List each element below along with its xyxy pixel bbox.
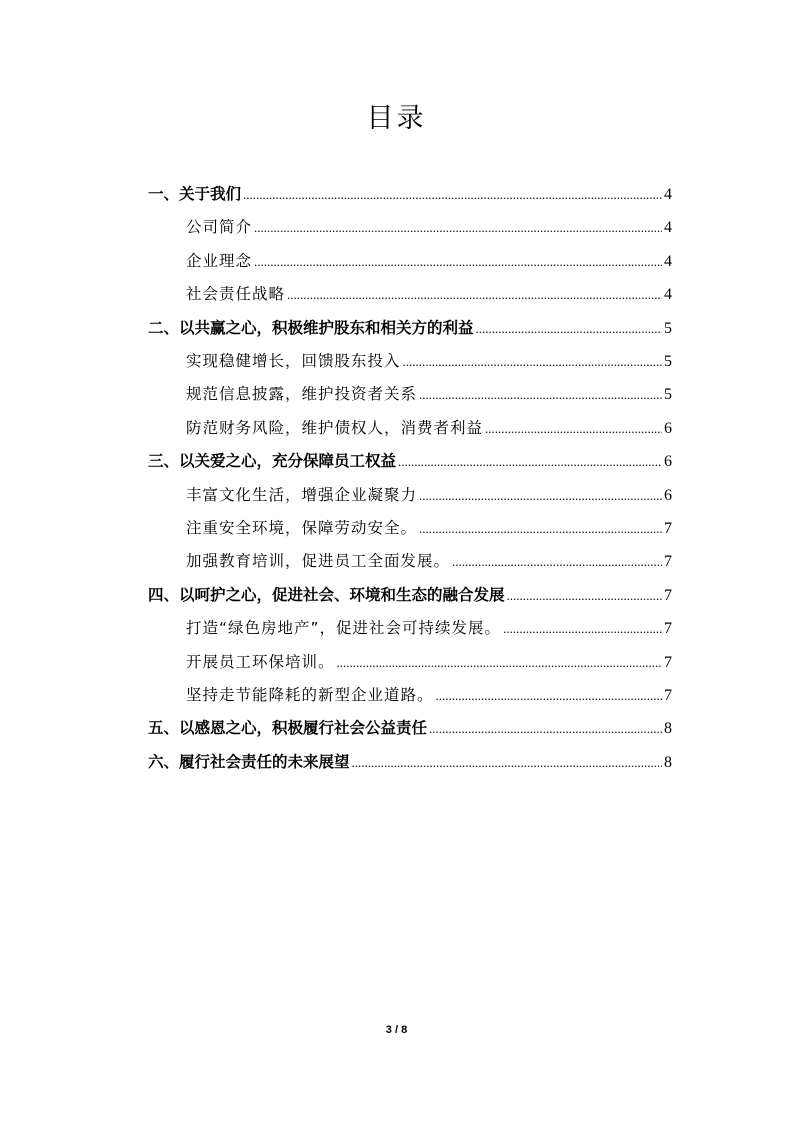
toc-dot-leader [243,183,662,207]
toc-dot-leader [476,317,662,341]
toc-page-number: 7 [664,620,672,637]
toc-entry-label: 五、以感恩之心，积极履行社会公益责任 [148,719,428,737]
toc-dot-leader [337,651,662,675]
toc-page-number: 8 [664,720,672,737]
toc-page-number: 4 [664,286,672,303]
toc-entry-label: 六、履行社会责任的未来展望 [148,753,350,771]
toc-entry-label: 实现稳健增长，回馈股东投入 [186,352,401,370]
toc-dot-leader [452,550,662,574]
toc-entry-label: 丰富文化生活，增强企业凝聚力 [186,486,418,504]
toc-entry-label: 防范财务风险，维护债权人，消费者利益 [186,419,484,437]
toc-section-entry[interactable] [148,449,672,473]
page-number-footer: 3 / 8 [385,1024,408,1036]
toc-dot-leader [419,383,662,407]
toc-entry-label: 打造“绿色房地产”，促进社会可持续发展。 [186,619,502,637]
toc-page-number: 5 [664,320,672,337]
toc-subsection-entry[interactable] [186,516,672,540]
toc-dot-leader [507,584,662,608]
toc-dot-leader [436,684,662,708]
toc-dot-leader [398,450,662,474]
toc-subsection-entry[interactable] [186,382,672,406]
toc-entry-label: 注重安全环境，保障劳动安全。 [186,519,418,537]
toc-entry-label: 开展员工环保培训。 [186,653,335,671]
toc-subsection-entry[interactable] [186,683,672,707]
toc-page-number: 5 [664,353,672,370]
toc-subsection-entry[interactable] [186,416,672,440]
toc-page-number: 7 [664,520,672,537]
toc-section-entry[interactable] [148,182,672,206]
toc-entry-label: 三、以关爱之心，充分保障员工权益 [148,452,397,470]
toc-subsection-entry[interactable] [186,349,672,373]
page-title: 目录 [366,103,427,134]
toc-page-number: 5 [664,386,672,403]
toc-page-number: 4 [664,253,672,270]
toc-subsection-entry[interactable] [186,549,672,573]
toc-entry-label: 四、以呵护之心，促进社会、环境和生态的融合发展 [148,586,505,604]
toc-entry-label: 一、关于我们 [148,185,242,203]
toc-subsection-entry[interactable] [186,282,672,306]
toc-subsection-entry[interactable] [186,249,672,273]
toc-subsection-entry[interactable] [186,650,672,674]
toc-page-number: 7 [664,587,672,604]
toc-page-number: 4 [664,219,672,236]
toc-dot-leader [485,417,662,441]
toc-subsection-entry[interactable] [186,483,672,507]
toc-entry-label: 社会责任战略 [186,285,286,303]
toc-dot-leader [503,617,662,641]
toc-dot-leader [254,250,662,274]
toc-entry-label: 公司简介 [186,218,253,236]
toc-dot-leader [254,216,662,240]
toc-dot-leader [419,517,662,541]
toc-dot-leader [429,717,662,741]
toc-section-entry[interactable] [148,750,672,774]
toc-dot-leader [287,283,662,307]
toc-dot-leader [419,484,662,508]
toc-page-number: 6 [664,453,672,470]
toc-entry-label: 企业理念 [186,252,253,270]
toc-section-entry[interactable] [148,716,672,740]
toc-page-number: 7 [664,553,672,570]
toc-subsection-entry[interactable] [186,616,672,640]
toc-section-entry[interactable] [148,316,672,340]
toc-page-number: 4 [664,186,672,203]
toc-page-number: 7 [664,687,672,704]
toc-subsection-entry[interactable] [186,215,672,239]
toc-dot-leader [403,350,662,374]
toc-page-number: 8 [664,754,672,771]
toc-entry-label: 坚持走节能降耗的新型企业道路。 [186,686,434,704]
toc-page-number: 7 [664,654,672,671]
toc-section-entry[interactable] [148,583,672,607]
toc-entry-label: 规范信息披露，维护投资者关系 [186,385,418,403]
toc-page-number: 6 [664,487,672,504]
toc-dot-leader [352,751,662,775]
toc-entry-label: 加强教育培训，促进员工全面发展。 [186,552,451,570]
toc-entry-label: 二、以共赢之心，积极维护股东和相关方的利益 [148,319,474,337]
toc-page-number: 6 [664,420,672,437]
